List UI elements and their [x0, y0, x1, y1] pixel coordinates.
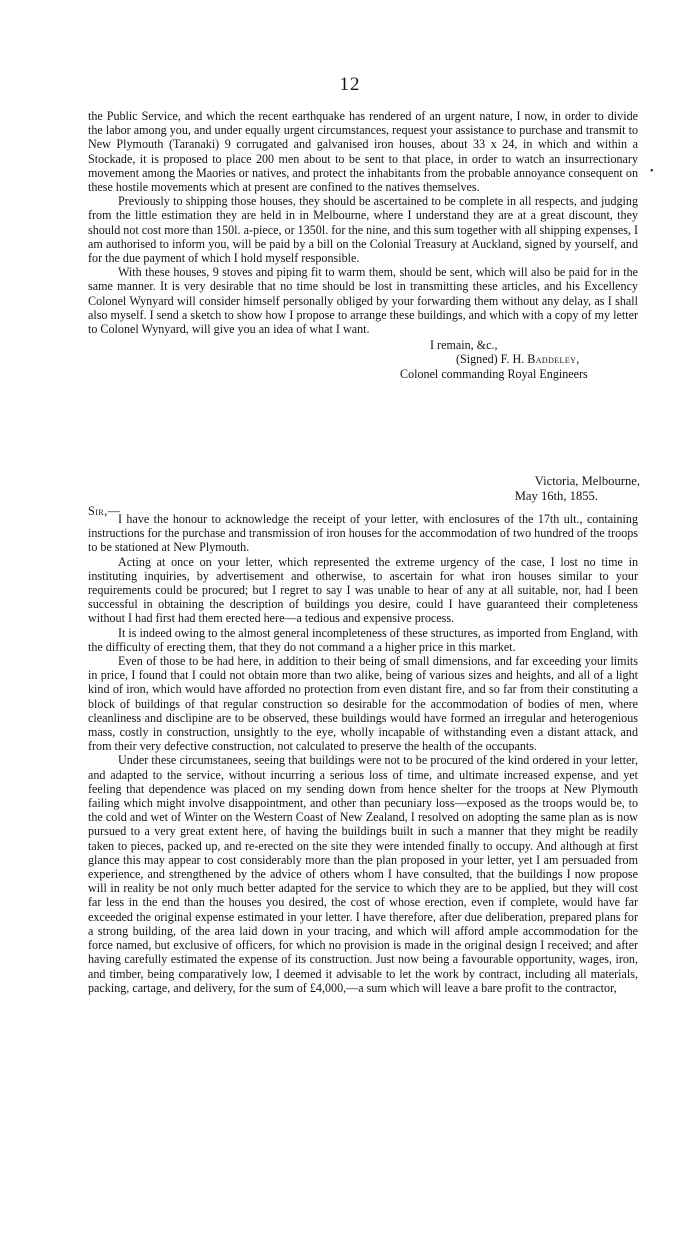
closing-title: Colonel commanding Royal Engineers: [400, 366, 588, 381]
letter-two-paragraph-2: Acting at once on your letter, which represented the extreme urgency of the case, I lost no time in instituting inquiries, by advertisement and otherwise, to ascertain for what iron houses similar to your requirements could be procured; but I regret to say I was unable to hear of any at all suitable, nor, had I been successful in obtaining the description of buildings you desire, could I have guaranteed their completeness without I had first had them erected here—a tedious and expensive process.: [88, 554, 638, 626]
letter-two-paragraph-3: It is indeed owing to the almost general incompleteness of these structures, as imported from England, with the difficulty of erecting them, that they do not command a a higher price in this market.: [88, 625, 638, 654]
dateline-date: May 16th, 1855.: [514, 489, 598, 503]
closing-remain: I remain, &c.,: [430, 338, 498, 353]
closing-signature: [88, 352, 638, 366]
letter-one-paragraph-2: Previously to shipping those houses, they should be ascertained to be complete in all respects, and judging from the little estimation they are held in in Melbourne, where I understand they are at a great discount, they should not cost more than 150l. a-piece, or 1350l. for the nine, and this sum together with all shipping expenses, I am authorised to inform you, will be paid by a bill on the Colonial Treasury at Auckland, signed by yourself, and for the due payment of which I hold myself responsible.: [88, 194, 638, 266]
margin-mark: •: [650, 166, 654, 177]
page-number: 12: [339, 74, 361, 95]
letter-one: [88, 109, 638, 381]
letter-one-paragraph-1: the Public Service, and which the recent earthquake has rendered of an urgent nature, I now, in order to divide the labor among you, and under equally urgent circumstances, request your assistance to purchase and transmit to New Plymouth (Taranaki) 9 corrugated and galvanised iron houses, about 33 x 24, in which and within a Stockade, it is proposed to place 200 men about to be sent to that place, in order to watch an insurrectionary movement among the Maories or natives, and protect the inhabitants from the probable annoyance consequent on these hostile movements which at present are confined to the natives themselves.: [88, 109, 638, 195]
letter-two-salutation: Sir,—: [88, 504, 121, 518]
dateline-place: Victoria, Melbourne,: [534, 474, 640, 488]
letter-two: [88, 512, 638, 995]
letter-one-paragraph-3: With these houses, 9 stoves and piping fit to warm them, should be sent, which will also be paid for in the same manner. It is very desirable that no time should be lost in transmitting these articles, and his Excellency Colonel Wynyard will consider himself personally obliged by your forwarding them without any delay, as I shall also myself. I send a sketch to show how I propose to arrange these buildings, and which with a copy of my letter to Colonel Wynyard, will give you an idea of what I want.: [88, 265, 638, 337]
signature-surname: Baddeley,: [527, 352, 580, 367]
signature-prefix: (Signed) F. H.: [456, 352, 528, 367]
letter-two-paragraph-4: Even of those to be had here, in addition to their being of small dimensions, and far exceeding your limits in price, I found that I could not obtain more than two alike, being of various sizes and heights, and all of a light kind of iron, which would have afforded no protection from even distant fire, and so far from their constituting a block of buildings of that regular construction so desirable for the accommodation of bodies of men, where cleanliness and disclipine are to be observed, these buildings would have formed an irregular and heterogenious mass, costly in construction, unsightly to the eye, wholly incapable of withstanding even a distant attack, and from their very defective construction, not calculated to preserve the health of the occupants.: [88, 654, 638, 754]
letter-two-dateline: [430, 474, 640, 504]
letter-one-closing: [88, 338, 638, 381]
letter-two-paragraph-1: I have the honour to acknowledge the receipt of your letter, with enclosures of the 17th ult., containing instructions for the purchase and transmission of iron houses for the accommodation of two hundred of the troops to be stationed at New Plymouth.: [88, 512, 638, 555]
letter-two-paragraph-5: Under these circumstanees, seeing that buildings were not to be procured of the kind ordered in your letter, and adapted to the service, without incurring a serious loss of time, and ultimate increased expense, and yet feeling that dependence was placed on my sending down from hence shelter for the troops at New Plymouth failing which might involve disappointment, and other than pecuniary loss—exposed as the troops would be, to the cold and wet of Winter on the Western Coast of New Zealand, I resolved on adopting the same plan as is now pursued to a very great extent here, of having the buildings built in such a manner that they might be readily taken to pieces, packed up, and re-erected on the site they were intended finally to occupy. And although at first glance this may appear to cost considerably more than the plan proposed in your letter, yet I am persuaded from experience, and strengthened by the advice of others whom I have consulted, that the buildings I now propose will in reality be not only much better adapted for the service to which they are to be applied, but they will cost far less in the end than the houses you desired, the cost of whose erection, even if complete, would have far exceeded the original expense estimated in your letter. I have therefore, after due deliberation, prepared plans for a strong building, of the area laid down in your tracing, and which will afford ample accommodation for the force named, but exclusive of officers, for which no provision is made in the original design I received; and after having carefully estimated the expense of its construction. Just now being a favourable opportunity, wages, iron, and timber, being comparatively low, I deemed it advisable to let the work by contract, including all materials, packing, cartage, and delivery, for the sum of £4,000,—a sum which will leave a bare profit to the contractor,: [88, 753, 638, 995]
